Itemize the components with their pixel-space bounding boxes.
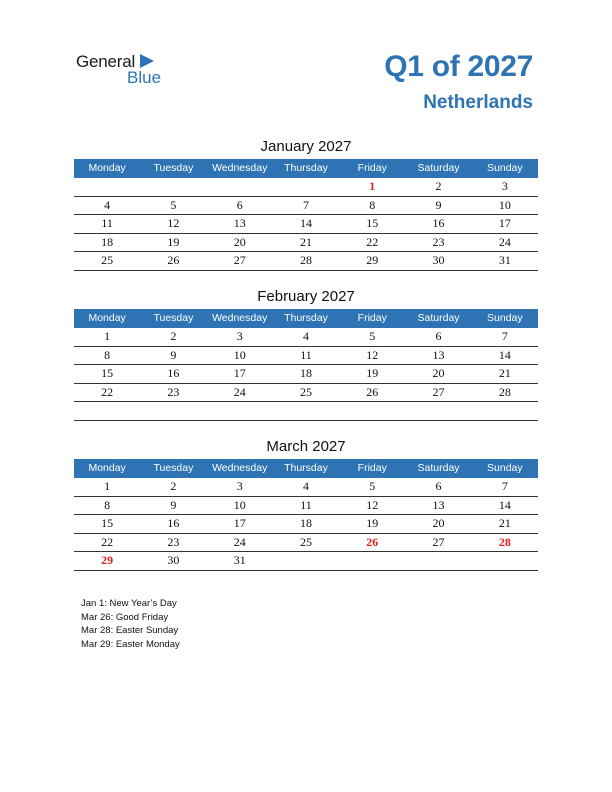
day-cell: 8 <box>369 197 376 212</box>
week-row <box>74 215 538 234</box>
day-cell: 27 <box>432 534 445 549</box>
week-row <box>74 384 538 403</box>
day-cell: 12 <box>366 347 379 362</box>
weekday-label: Saturday <box>417 162 460 174</box>
day-cell: 25 <box>299 534 312 549</box>
day-cell <box>339 552 405 570</box>
day-cell: 2 <box>435 179 442 193</box>
day-cell: 28 <box>299 253 312 267</box>
day-cell: 10 <box>498 197 511 212</box>
weekday-label: Tuesday <box>153 162 194 174</box>
week-row <box>74 552 538 571</box>
day-cell: 4 <box>104 197 111 212</box>
day-cell: 2 <box>170 329 177 343</box>
day-cell: 8 <box>104 497 111 512</box>
day-cell: 3 <box>501 179 508 193</box>
week-row <box>74 252 538 271</box>
logo-text-general: General <box>76 52 136 71</box>
weeks <box>74 328 538 421</box>
logo-flag-icon <box>140 54 154 68</box>
day-cell <box>472 402 538 420</box>
day-cell: 15 <box>366 216 379 230</box>
day-cell <box>207 178 273 196</box>
day-cell: 13 <box>432 497 445 512</box>
day-cell: 21 <box>498 516 511 530</box>
day-cell: 24 <box>498 234 511 249</box>
day-cell: 24 <box>233 534 246 549</box>
day-cell: 11 <box>300 497 312 512</box>
day-cell: 28 <box>498 534 511 549</box>
week-row <box>74 365 538 384</box>
day-cell: 8 <box>104 347 111 362</box>
day-cell: 23 <box>167 534 180 549</box>
week-row <box>74 534 538 553</box>
day-cell <box>207 402 273 420</box>
day-cell: 16 <box>167 366 180 380</box>
week-row <box>74 347 538 366</box>
day-cell: 22 <box>366 234 379 249</box>
weekday-label: Tuesday <box>153 312 194 324</box>
day-cell: 25 <box>299 384 312 399</box>
day-cell: 14 <box>299 216 312 230</box>
day-cell: 31 <box>498 253 511 267</box>
week-row <box>74 497 538 516</box>
day-cell <box>405 552 471 570</box>
day-cell: 20 <box>233 234 246 249</box>
day-cell: 7 <box>501 479 508 493</box>
day-cell: 23 <box>432 234 445 249</box>
day-cell: 18 <box>299 516 312 530</box>
day-cell: 25 <box>101 253 114 267</box>
day-cell: 12 <box>366 497 379 512</box>
day-cell <box>273 402 339 420</box>
day-cell: 14 <box>498 347 511 362</box>
holiday-item: Mar 29: Easter Monday <box>81 638 180 650</box>
week-row <box>74 402 538 421</box>
day-cell: 30 <box>167 553 180 567</box>
weekday-label: Wednesday <box>212 312 268 324</box>
day-cell: 26 <box>366 384 379 399</box>
weeks <box>74 178 538 271</box>
day-cell: 6 <box>236 197 243 212</box>
day-cell: 13 <box>432 347 445 362</box>
day-cell: 20 <box>432 516 445 530</box>
day-cell: 3 <box>236 479 243 493</box>
day-cell: 10 <box>233 497 246 512</box>
day-cell: 27 <box>233 253 246 267</box>
month-calendar-february <box>74 287 538 421</box>
day-cell: 9 <box>170 347 177 362</box>
day-cell: 26 <box>167 253 180 267</box>
day-cell: 22 <box>101 384 114 399</box>
country-name: Netherlands <box>423 92 533 113</box>
day-cell: 9 <box>435 197 442 212</box>
day-cell: 15 <box>101 516 114 530</box>
weekday-header <box>74 459 538 478</box>
day-cell: 21 <box>498 366 511 380</box>
day-cell: 31 <box>233 553 246 567</box>
month-calendar-march <box>74 437 538 571</box>
day-cell: 5 <box>170 197 177 212</box>
day-cell: 5 <box>369 329 376 343</box>
weekday-header <box>74 159 538 178</box>
day-cell <box>472 552 538 570</box>
day-cell: 6 <box>435 479 442 493</box>
day-cell: 5 <box>369 479 376 493</box>
weekday-label: Saturday <box>417 312 460 324</box>
weekday-label: Monday <box>88 312 126 324</box>
weekday-label: Sunday <box>487 462 523 474</box>
logo-text-blue: Blue <box>127 68 162 87</box>
day-cell <box>273 552 339 570</box>
day-cell: 15 <box>101 366 114 380</box>
weekday-label: Monday <box>88 462 126 474</box>
day-cell: 21 <box>299 234 312 249</box>
week-row <box>74 178 538 197</box>
day-cell <box>140 402 206 420</box>
day-cell: 7 <box>501 329 508 343</box>
day-cell: 18 <box>101 234 114 249</box>
day-cell: 26 <box>366 534 379 549</box>
day-cell: 4 <box>302 329 309 343</box>
day-cell: 30 <box>432 253 445 267</box>
day-cell: 19 <box>366 366 379 380</box>
day-cell: 17 <box>233 366 246 380</box>
day-cell: 16 <box>432 216 445 230</box>
day-cell: 11 <box>101 216 113 230</box>
weekday-label: Sunday <box>487 162 523 174</box>
day-cell: 17 <box>498 216 511 230</box>
week-row <box>74 515 538 534</box>
day-cell: 20 <box>432 366 445 380</box>
weekday-label: Wednesday <box>212 162 268 174</box>
day-cell: 24 <box>233 384 246 399</box>
day-cell: 12 <box>167 216 180 230</box>
weeks <box>74 478 538 571</box>
day-cell: 29 <box>101 553 114 567</box>
day-cell: 9 <box>170 497 177 512</box>
day-cell: 6 <box>435 329 442 343</box>
day-cell: 19 <box>366 516 379 530</box>
week-row <box>74 328 538 347</box>
weekday-label: Thursday <box>284 312 328 324</box>
day-cell: 2 <box>170 479 177 493</box>
weekday-label: Wednesday <box>212 462 268 474</box>
day-cell: 10 <box>233 347 246 362</box>
page-title: Q1 of 2027 <box>384 50 533 83</box>
weekday-label: Sunday <box>487 312 523 324</box>
weekday-label: Friday <box>357 312 387 324</box>
day-cell: 22 <box>101 534 114 549</box>
day-cell <box>273 178 339 196</box>
day-cell: 17 <box>233 516 246 530</box>
day-cell: 1 <box>104 479 111 493</box>
day-cell: 1 <box>104 329 111 343</box>
day-cell: 4 <box>302 479 309 493</box>
weekday-label: Tuesday <box>153 462 194 474</box>
month-title: January 2027 <box>260 138 352 155</box>
holiday-list <box>81 597 180 651</box>
holiday-item: Jan 1: New Year’s Day <box>81 598 177 609</box>
day-cell <box>74 178 140 196</box>
generalblue-logo <box>76 52 176 88</box>
day-cell: 14 <box>498 497 511 512</box>
holiday-item: Mar 26: Good Friday <box>81 611 169 623</box>
day-cell <box>405 402 471 420</box>
weekday-label: Friday <box>357 162 387 174</box>
day-cell: 23 <box>167 384 180 399</box>
day-cell: 3 <box>236 329 243 343</box>
day-cell: 7 <box>302 197 309 212</box>
weekday-label: Friday <box>357 462 387 474</box>
day-cell: 1 <box>369 179 376 193</box>
weekday-header <box>74 309 538 328</box>
weekday-label: Monday <box>88 162 126 174</box>
day-cell: 28 <box>498 384 511 399</box>
day-cell: 29 <box>366 253 379 267</box>
holiday-item: Mar 28: Easter Sunday <box>81 625 179 636</box>
week-row <box>74 197 538 216</box>
weekday-label: Thursday <box>284 162 328 174</box>
day-cell <box>339 402 405 420</box>
month-calendar-january <box>74 137 538 271</box>
week-row <box>74 234 538 253</box>
weekday-label: Saturday <box>417 462 460 474</box>
day-cell <box>74 402 140 420</box>
day-cell: 11 <box>300 347 312 362</box>
day-cell: 13 <box>233 216 246 230</box>
weekday-label: Thursday <box>284 462 328 474</box>
day-cell: 27 <box>432 384 445 399</box>
day-cell: 18 <box>299 366 312 380</box>
day-cell: 19 <box>167 234 180 249</box>
week-row <box>74 478 538 497</box>
day-cell <box>140 178 206 196</box>
month-title: March 2027 <box>266 438 346 455</box>
day-cell: 16 <box>167 516 180 530</box>
month-title: February 2027 <box>257 288 355 305</box>
